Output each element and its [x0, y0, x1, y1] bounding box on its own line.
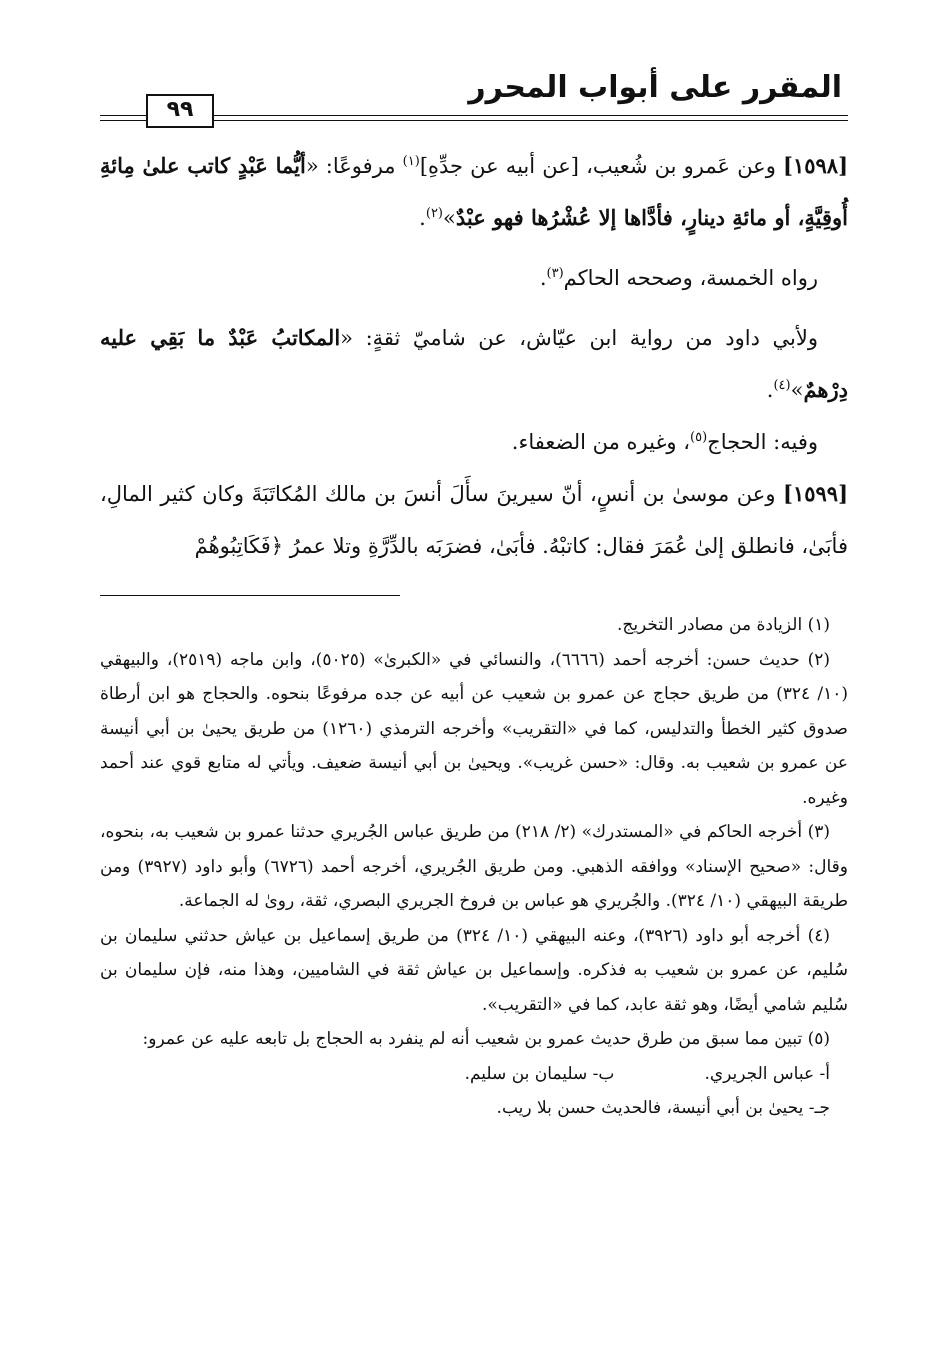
footnote-ref: (٤)	[773, 378, 791, 393]
note-text: وفيه: الحجاج	[707, 430, 818, 454]
punct: .	[766, 378, 774, 402]
hadith-quote: أيُّما عَبْدٍ كاتب علىٰ مِائةِ أُوقِيَّةٍ، أو مائةِ دينارٍ، فأدَّاها إلا عُشْرُها فهو عبْدٌ	[100, 153, 848, 230]
footnote-separator	[100, 595, 400, 596]
weakness-note	[100, 416, 848, 468]
footnote-2: (٢) حديث حسن: أخرجه أحمد (٦٦٦٦)، والنسائي في «الكبرىٰ» (٥٠٢٥)، وابن ماجه (٢٥١٩)، والبيهقي (١٠/ ٣٢٤) من طريق حجاج عن عمرو بن شعيب عن أبيه عن جده مرفوعًا بنحوه. والحجاج هو ابن أرطاة صدوق كثير الخطأ والتدليس، كما في «التقريب» وأخرجه الترمذي (١٢٦٠) من طريق يحيىٰ بن أبي أنيسة عن عمرو بن شعيب به. وقال: «حسن غريب». ويحيىٰ بن أبي أنيسة ضعيف. ويأتي له متابع قوي عند أحمد وغيره.	[100, 649, 848, 808]
hadith-quote: المكاتبُ عَبْدٌ ما بَقِي عليه دِرْهمٌ	[100, 325, 848, 402]
page-number-box	[146, 94, 214, 128]
page-number: ٩٩	[166, 97, 194, 122]
quote-close: »	[790, 378, 804, 402]
footnote-ref: (٥)	[690, 430, 708, 445]
hadith-text: وعن عَمرو بن شُعيب، [عن أبيه عن جدِّهِ]	[419, 154, 783, 178]
hadith-number: [١٥٩٨]	[783, 153, 848, 178]
footnote-ref: (١)	[402, 154, 420, 169]
footnote-5-list	[100, 1057, 848, 1092]
punct: .	[419, 206, 426, 230]
hadith-number: [١٥٩٩]	[783, 481, 848, 506]
hadith-text: وعن موسىٰ بن أنسٍ، أنّ سيرينَ سأَلَ أنسَ بن مالك المُكاتَبَةَ وكان كثير المالِ، فأبَىٰ، فانطلق إلىٰ عُمَرَ فقال: كاتبْهُ. فأبَىٰ، فضرَبَه بالدِّرَّةِ وتلا عمرُ ﴿فَكَاتِبُوهُمْ	[100, 482, 848, 558]
list-item: ب- سليمان بن سليم.	[464, 1063, 615, 1084]
hadith-text: مرفوعًا: «	[305, 154, 403, 178]
punct: .	[539, 266, 547, 290]
hadith-1598	[100, 140, 848, 244]
narration-text: رواه الخمسة، وصححه الحاكم	[563, 266, 818, 290]
footnote-ref: (٢)	[425, 206, 443, 221]
quote-close: »	[443, 206, 456, 230]
footnote-4: (٤) أخرجه أبو داود (٣٩٢٦)، وعنه البيهقي (١٠/ ٣٢٤) من طريق إسماعيل بن عياش حدثني سليمان بن سُليم، عن عمرو بن شعيب به فذكره. وإسماعيل بن عياش ثقة في الشاميين، وهذا منه، فإن سليمان بن سُليم شامي أيضًا، وهو ثقة عابد، كما في «التقريب».	[100, 925, 848, 1015]
list-item: جـ- يحيىٰ بن أبي أنيسة، فالحديث حسن بلا ريب.	[496, 1098, 830, 1118]
footnote-3: (٣) أخرجه الحاكم في «المستدرك» (٢/ ٢١٨) من طريق عباس الجُريري حدثنا عمرو بن شعيب به، بنحوه، وقال: «صحيح الإسناد» ووافقه الذهبي. ومن طريق الجُريري، أخرجه أحمد (٦٧٢٦) وأبو داود (٣٩٢٧) ومن طريقة البيهقي (١٠/ ٣٢٤). والجُريري هو عباس بن فروخ الجريري البصري، ثقة، روىٰ له الجماعة.	[100, 822, 849, 911]
narration-note	[100, 252, 848, 304]
note-text: ، وغيره من الضعفاء.	[511, 430, 691, 454]
main-text	[100, 140, 848, 572]
footnote-1: (١) الزيادة من مصادر التخريج.	[616, 615, 830, 635]
running-header-title: المقرر على أبواب المحرر	[468, 70, 842, 105]
footnote-ref: (٣)	[546, 266, 564, 281]
footnote-5: (٥) تبين مما سبق من طرق حديث عمرو بن شعيب أنه لم ينفرد به الحجاج بل تابعه عليه عن عمرو:	[142, 1029, 830, 1049]
footnotes	[100, 608, 848, 1126]
narration-text: ولأبي داود من رواية ابن عيّاش، عن شاميّ ثقةٍ: «	[340, 326, 818, 350]
hadith-1599	[100, 468, 848, 572]
list-item: أ- عباس الجريري.	[704, 1063, 830, 1084]
abu-dawud-narration	[100, 312, 848, 416]
